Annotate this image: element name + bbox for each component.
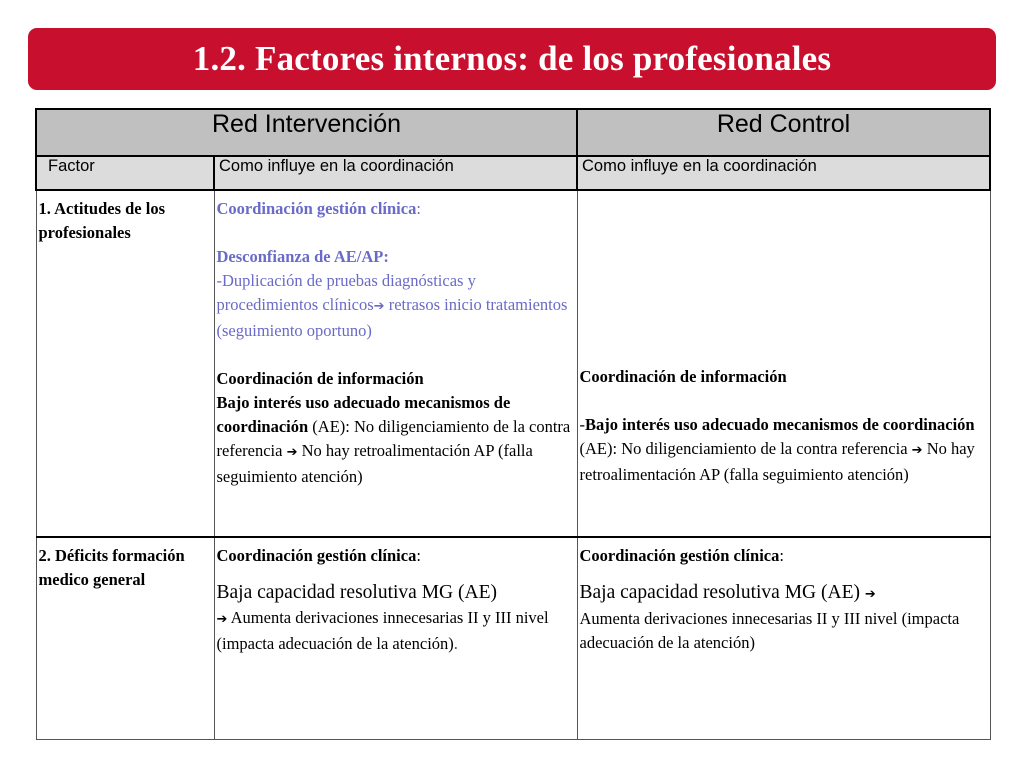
column-header-control: Como influye en la coordinación bbox=[577, 156, 990, 190]
intervencion-cell bbox=[214, 190, 577, 537]
factor-cell bbox=[36, 190, 214, 537]
page-title: 1.2. Factores internos: de los profesionales bbox=[192, 39, 832, 78]
section-coordinacion-gestion: Coordinación gestión clínica: bbox=[579, 546, 784, 565]
control-cell bbox=[577, 190, 990, 537]
control-cell bbox=[577, 537, 990, 739]
factor-cell bbox=[36, 537, 214, 739]
arrow-right-icon: ➔ bbox=[286, 445, 298, 460]
section-desconfianza-text: -Duplicación de pruebas diagnósticas y procedimientos clínicos➔ retrasos inicio tratamientos (seguimiento oportuno) bbox=[216, 271, 568, 340]
section-baja-capacidad: Baja capacidad resolutiva MG (AE) ➔ bbox=[579, 582, 876, 603]
title-banner bbox=[28, 28, 996, 90]
factors-table bbox=[35, 108, 991, 740]
arrow-right-icon: ➔ bbox=[216, 612, 228, 627]
group-header-control: Red Control bbox=[577, 109, 990, 156]
section-bajo-interes: -Bajo interés uso adecuado mecanismos de coordinación (AE): No diligenciamiento de la contra referencia ➔ No hay retroalimentación AP (falla seguimiento atención) bbox=[579, 415, 975, 484]
section-coordinacion-informacion: Coordinación de información bbox=[216, 369, 424, 388]
arrow-right-icon: ➔ bbox=[911, 443, 923, 458]
intervencion-cell bbox=[214, 537, 577, 739]
column-header-factor: Factor bbox=[36, 156, 214, 190]
section-aumenta-derivaciones: Aumenta derivaciones innecesarias II y III nivel (impacta adecuación de la atención) bbox=[579, 609, 960, 652]
section-coordinacion-informacion: Coordinación de información bbox=[579, 367, 787, 386]
group-header-intervencion: Red Intervención bbox=[36, 109, 577, 156]
table-row bbox=[36, 537, 990, 739]
section-bajo-interes: Bajo interés uso adecuado mecanismos de coordinación (AE): No diligenciamiento de la contra referencia ➔ No hay retroalimentación AP (falla seguimiento atención) bbox=[216, 393, 571, 486]
column-header-row bbox=[36, 156, 990, 190]
table-row bbox=[36, 190, 990, 537]
section-desconfianza-title: Desconfianza de AE/AP: bbox=[216, 247, 389, 266]
section-coordinacion-gestion: Coordinación gestión clínica: bbox=[216, 546, 421, 565]
arrow-right-icon: ➔ bbox=[864, 587, 876, 602]
factor-label: 2. Déficits formación medico general bbox=[38, 546, 185, 589]
section-coordinacion-gestion: Coordinación gestión clínica: bbox=[216, 199, 421, 218]
factor-label: 1. Actitudes de los profesionales bbox=[38, 199, 166, 242]
arrow-right-icon: ➔ bbox=[373, 299, 385, 314]
group-header-row bbox=[36, 109, 990, 156]
section-baja-capacidad: Baja capacidad resolutiva MG (AE) bbox=[216, 582, 497, 603]
section-aumenta-derivaciones: ➔ Aumenta derivaciones innecesarias II y III nivel (impacta adecuación de la atención). bbox=[216, 608, 549, 653]
column-header-interv: Como influye en la coordinación bbox=[214, 156, 577, 190]
